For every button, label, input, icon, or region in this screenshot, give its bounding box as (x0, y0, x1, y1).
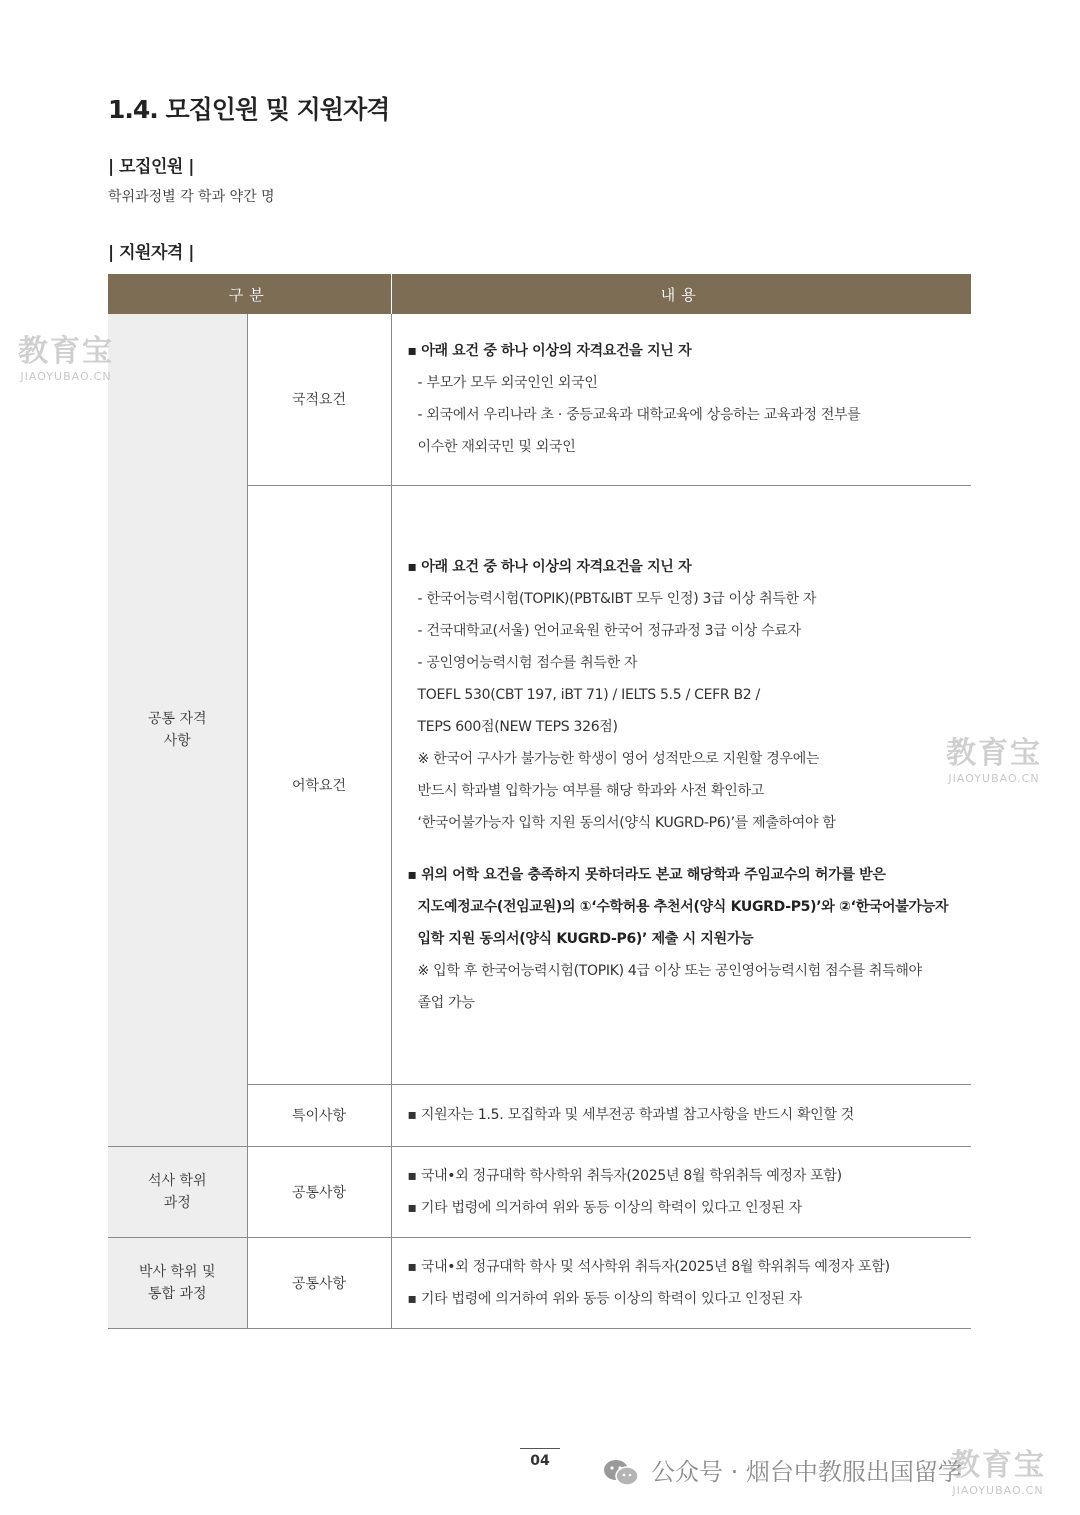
content-line: 입학 지원 동의서(양식 KUGRD-P6)’ 제출 시 지원가능 (417, 930, 754, 947)
watermark-domain: JIAOYUBAO.CN (952, 1484, 1044, 1497)
content-line: 지도예정교수(전임교원)의 ①‘수학허용 추천서(양식 KUGRD-P5)’와 ②‘한국어불가능자 (417, 898, 949, 915)
content-line: 졸업 가능 (417, 994, 475, 1011)
content-line: TEPS 600점(NEW TEPS 326점) (417, 718, 618, 735)
page-number: 04 (520, 1448, 560, 1469)
sub-special: 특이사항 (247, 1084, 391, 1146)
watermark-domain: JIAOYUBAO.CN (948, 772, 1040, 785)
content-line: ※ 입학 후 한국어능력시험(TOPIK) 4급 이상 또는 공인영어능력시험 점수를 취득해야 (417, 962, 922, 979)
header-content: 내용 (391, 274, 971, 314)
header-category: 구분 (108, 274, 391, 314)
table-header-row (108, 274, 971, 314)
content-line: ▪ 기타 법령에 의거하여 위와 동등 이상의 학력이 있다고 인정된 자 (407, 1290, 803, 1307)
category-master: 석사 학위 과정 (108, 1146, 247, 1237)
page-title: 1.4. 모집인원 및 지원자격 (108, 95, 390, 124)
content-line: ▪ 아래 요건 중 하나 이상의 자격요건을 지닌 자 (407, 558, 692, 575)
eligibility-heading: | 지원자격 | (108, 243, 194, 263)
content-line: ※ 한국어 구사가 불가능한 학생이 영어 성적만으로 지원할 경우에는 (417, 750, 820, 767)
content-line: - 한국어능력시험(TOPIK)(PBT&IBT 모두 인정) 3급 이상 취득한 자 (417, 590, 817, 607)
content-line: 이수한 재외국민 및 외국인 (417, 439, 576, 456)
content-line: ▪ 지원자는 1.5. 모집학과 및 세부전공 학과별 참고사항을 반드시 확인할 것 (407, 1107, 854, 1123)
watermark-logo (18, 326, 114, 383)
recruitment-text: 학위과정별 각 학과 약간 명 (108, 189, 275, 205)
content-line: - 부모가 모두 외국인인 외국인 (417, 375, 598, 392)
content-line: ▪ 국내•외 정규대학 학사학위 취득자(2025년 8월 학위취득 예정자 포함) (407, 1167, 842, 1184)
table-row (108, 1237, 971, 1328)
wechat-text: 公众号 · 烟台中教服出国留学 (651, 1458, 962, 1486)
content-nationality (391, 314, 971, 485)
category-common: 공통 자격 사항 (108, 314, 247, 1146)
sub-doctor: 공통사항 (247, 1237, 391, 1328)
content-language (391, 485, 971, 1084)
content-line: - 공인영어능력시험 점수를 취득한 자 (417, 654, 638, 671)
wechat-footer (603, 1452, 962, 1487)
content-special (391, 1084, 971, 1146)
wechat-icon (603, 1459, 639, 1487)
eligibility-table (108, 274, 971, 1329)
content-line: ‘한국어불가능자 입학 지원 동의서(양식 KUGRD-P6)’를 제출하여야 함 (417, 814, 836, 831)
content-line: ▪ 아래 요건 중 하나 이상의 자격요건을 지닌 자 (407, 343, 692, 360)
content-line: ▪ 위의 어학 요건을 충족하지 못하더라도 본교 해당학과 주임교수의 허가를 받은 (407, 866, 886, 883)
watermark-text: 教育宝 (946, 736, 1042, 771)
watermark-logo (950, 1440, 1046, 1497)
watermark-logo (946, 728, 1042, 785)
category-doctor: 박사 학위 및 통합 과정 (108, 1237, 247, 1328)
sub-master: 공통사항 (247, 1146, 391, 1237)
sub-nationality: 국적요건 (247, 314, 391, 485)
content-doctor (391, 1237, 971, 1328)
content-line: ▪ 국내•외 정규대학 학사 및 석사학위 취득자(2025년 8월 학위취득 예정자 포함) (407, 1258, 890, 1275)
watermark-domain: JIAOYUBAO.CN (20, 370, 112, 383)
table-row (108, 314, 971, 485)
sub-language: 어학요건 (247, 485, 391, 1084)
content-master (391, 1146, 971, 1237)
watermark-text: 教育宝 (950, 1448, 1046, 1483)
content-line: 반드시 학과별 입학가능 여부를 해당 학과와 사전 확인하고 (417, 782, 764, 799)
content-line: - 건국대학교(서울) 언어교육원 한국어 정규과정 3급 이상 수료자 (417, 622, 801, 639)
content-line: - 외국에서 우리나라 초 · 중등교육과 대학교육에 상응하는 교육과정 전부를 (417, 407, 861, 424)
content-line: ▪ 기타 법령에 의거하여 위와 동등 이상의 학력이 있다고 인정된 자 (407, 1199, 803, 1216)
watermark-text: 教育宝 (18, 334, 114, 369)
content-line: TOEFL 530(CBT 197, iBT 71) / IELTS 5.5 / CEFR B2 / (417, 686, 760, 703)
table-row (108, 1146, 971, 1237)
recruitment-heading: | 모집인원 | (108, 157, 194, 177)
